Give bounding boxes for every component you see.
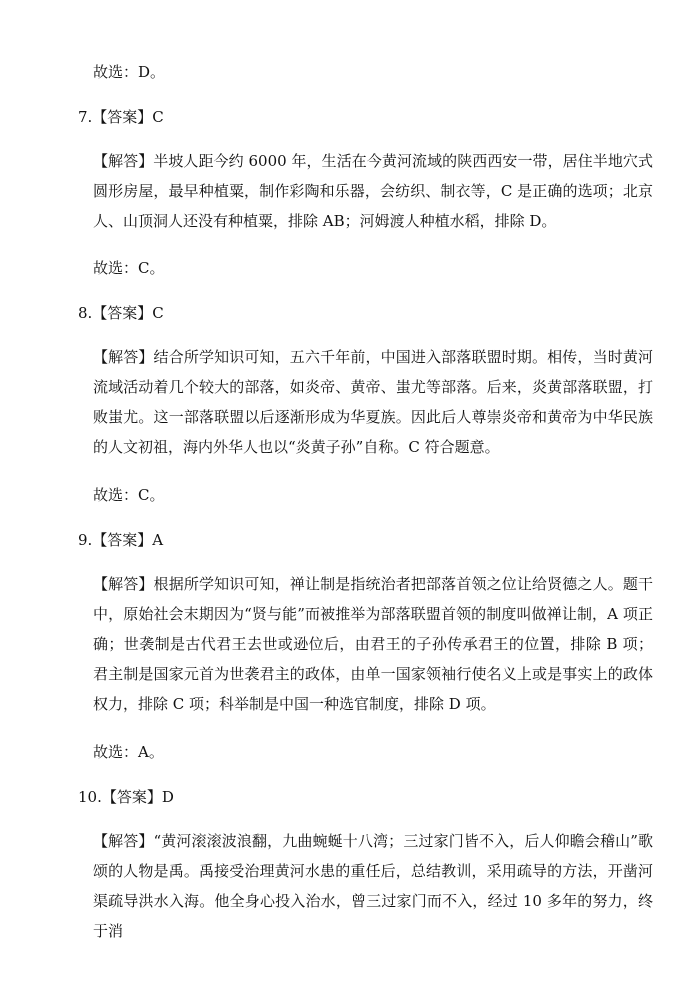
answer-q10: 10.【答案】D [78,788,174,806]
explanation-q9: 【解答】根据所学知识可知，禅让制是指统治者把部落首领之位让给贤德之人。题干中，原始社会末期因为“贤与能”而被推举为部落联盟首领的制度叫做禅让制，A 项正确；世袭制是古代君王去世或逊位后，由君王的子孙传承君王的位置，排除 B 项；君主制是国家元首为世袭君主的政体，由单一国家领袖行使名义上或是事实上的政体权力，排除 C 项；科举制是中国一种选官制度，排除 D 项。 [93,575,653,713]
explanation-q7: 【解答】半坡人距今约 6000 年，生活在今黄河流域的陕西西安一带，居住半地穴式圆形房屋，最早种植粟，制作彩陶和乐器，会纺织、制衣等，C 是正确的选项；北京人、山顶洞人还没有种植粟，排除 AB；河姆渡人种植水稻，排除 D。 [93,152,653,230]
explanation-q8: 【解答】结合所学知识可知，五六千年前，中国进入部落联盟时期。相传，当时黄河流域活动着几个较大的部落，如炎帝、黄帝、蚩尤等部落。后来，炎黄部落联盟，打败蚩尤。这一部落联盟以后逐渐形成为华夏族。因此后人尊崇炎帝和黄帝为中华民族的人文初祖，海内外华人也以“炎黄子孙”自称。C 符合题意。 [93,348,653,456]
conclusion-q6: 故选：D。 [93,63,166,81]
conclusion-q9: 故选：A。 [93,743,164,761]
conclusion-q7: 故选：C。 [93,259,165,277]
answer-q8: 8.【答案】C [78,304,164,322]
answer-q7: 7.【答案】C [78,108,164,126]
answer-q9: 9.【答案】A [78,531,164,549]
conclusion-q8: 故选：C。 [93,486,165,504]
explanation-q10: 【解答】“黄河滚滚波浪翻，九曲蜿蜒十八湾；三过家门皆不入，后人仰瞻会稽山”歌颂的人物是禹。禹接受治理黄河水患的重任后，总结教训，采用疏导的方法，开凿河渠疏导洪水入海。他全身心投入治水，曾三过家门而不入，经过 10 多年的努力，终于消 [93,832,653,940]
